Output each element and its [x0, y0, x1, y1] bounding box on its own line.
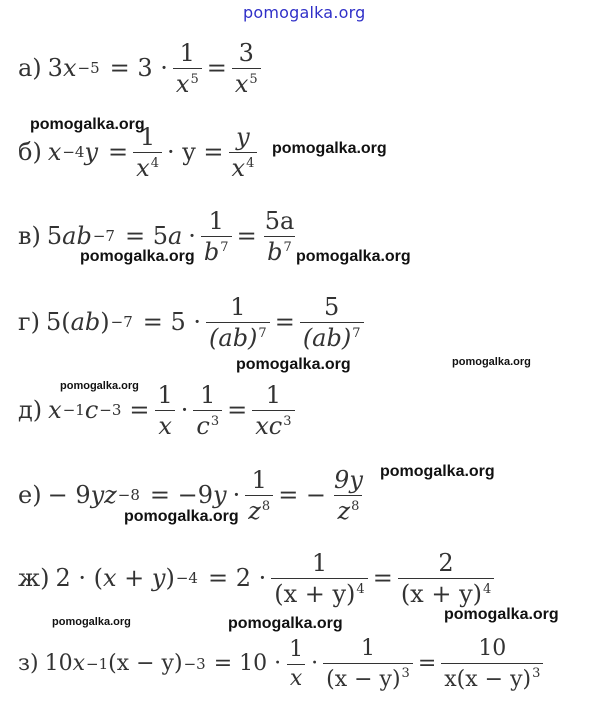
- zh-eq1: = 2 ·: [207, 564, 267, 592]
- z-group: (x − y): [108, 651, 183, 676]
- v-frac-2-den: b: [267, 237, 283, 266]
- e-eq1-var: y: [213, 481, 227, 509]
- d-var2: c: [84, 396, 99, 424]
- zh-frac-1-den: (x + y): [274, 579, 356, 608]
- g-eq1: = 5 ·: [142, 308, 202, 336]
- e-eq1: = −9: [149, 481, 214, 509]
- label-b: б): [18, 138, 42, 166]
- z-exp: −1: [86, 654, 109, 673]
- zh-var: x: [102, 564, 117, 592]
- label-v: в): [18, 222, 41, 250]
- a-frac-1-den: x: [175, 69, 190, 98]
- d-frac-1-den: x: [155, 410, 175, 438]
- z-dot: ·: [311, 651, 319, 676]
- zh-coef: 2 · (: [55, 564, 103, 592]
- z-frac-1-den: x: [287, 664, 305, 690]
- a-frac-2-den-exp: 5: [249, 71, 258, 87]
- b-var: x: [47, 138, 62, 166]
- g-var: ab: [70, 308, 101, 336]
- watermark: pomogalka.org: [452, 356, 531, 368]
- b-frac-2: [229, 122, 258, 182]
- b-mid: · y =: [166, 138, 224, 166]
- b-frac-1-num: 1: [139, 122, 156, 151]
- a-eq2: =: [206, 54, 227, 82]
- a-eq1: = 3 ·: [109, 54, 168, 82]
- equation-a: [18, 28, 266, 108]
- a-frac-2-num: 3: [238, 38, 254, 67]
- e-frac-1-den-exp: 8: [261, 498, 271, 514]
- v-var: ab: [62, 222, 92, 250]
- zh-frac-2: [398, 548, 494, 608]
- equation-g: [18, 282, 369, 362]
- e-coef: − 9: [47, 481, 91, 509]
- equation-zh: [18, 538, 499, 618]
- z-frac-3-num: 10: [478, 635, 507, 661]
- zh-frac-2-den-exp: 4: [483, 581, 492, 597]
- z-eq2: =: [417, 651, 437, 676]
- z-frac-1: [286, 636, 306, 691]
- d-exp: −1: [62, 400, 85, 419]
- b-eq1: =: [108, 138, 129, 166]
- z-eq1: = 10 ·: [213, 651, 282, 676]
- z-var: x: [72, 651, 86, 676]
- z-exp2: −3: [183, 654, 206, 673]
- label-zh: ж): [18, 564, 50, 592]
- watermark: pomogalka.org: [296, 248, 411, 265]
- a-exp: −5: [77, 58, 100, 77]
- v-frac-1-num: 1: [208, 206, 224, 235]
- z-frac-2-den: (x − y): [326, 666, 401, 692]
- a-frac-1: [173, 38, 202, 98]
- zh-frac-1: [271, 548, 367, 608]
- g-frac-1-num: 1: [230, 292, 246, 321]
- b-frac-1-den: x: [136, 153, 150, 182]
- equation-z: [18, 624, 548, 704]
- d-frac-1-num: 1: [157, 380, 173, 409]
- zh-frac-2-num: 2: [438, 548, 454, 577]
- g-frac-2-den: (ab): [302, 323, 352, 352]
- z-frac-2: [323, 635, 413, 692]
- watermark: pomogalka.org: [52, 616, 131, 628]
- e-var: yz: [90, 481, 117, 509]
- v-frac-1-den-exp: 7: [220, 239, 229, 255]
- zh-var2: y: [151, 564, 166, 592]
- d-eq2: =: [227, 396, 248, 424]
- zh-frac-1-den-exp: 4: [356, 581, 365, 597]
- zh-close: ): [165, 564, 175, 592]
- d-frac-2-den-exp: 3: [210, 413, 220, 429]
- a-frac-2: [232, 38, 261, 98]
- watermark: pomogalka.org: [272, 140, 387, 157]
- zh-eq2: =: [372, 564, 393, 592]
- e-frac-1-num: 1: [251, 465, 267, 494]
- g-frac-1-den-exp: 7: [258, 325, 267, 341]
- b-frac-1-den-exp: 4: [150, 155, 159, 171]
- b-frac-2-den-exp: 4: [246, 155, 255, 171]
- b-frac-2-num: y: [236, 122, 250, 151]
- v-eq1-var: a: [167, 222, 183, 250]
- g-eq2: =: [274, 308, 295, 336]
- z-frac-2-den-exp: 3: [401, 665, 410, 681]
- z-frac-3-den: x(x − y): [444, 666, 532, 692]
- d-frac-2-den: c: [196, 411, 210, 440]
- v-eq2: =: [236, 222, 257, 250]
- v-frac-1-den: b: [203, 237, 220, 266]
- d-exp2: −3: [99, 400, 122, 419]
- e-frac-1: [245, 465, 273, 525]
- label-g: г): [18, 308, 40, 336]
- v-frac-2: [262, 206, 298, 266]
- v-dot: ·: [188, 222, 196, 250]
- b-frac-2-den: x: [231, 153, 246, 182]
- v-exp: −7: [92, 226, 115, 245]
- e-frac-2-num: 9y: [334, 465, 363, 494]
- a-var: x: [62, 54, 77, 82]
- d-var: x: [48, 396, 62, 424]
- watermark: pomogalka.org: [380, 463, 495, 480]
- d-dot: ·: [180, 396, 189, 424]
- d-frac-3-den: xc: [255, 411, 283, 440]
- g-coef: 5(: [45, 308, 71, 336]
- v-frac-1: [201, 206, 232, 266]
- watermark: pomogalka.org: [444, 606, 559, 623]
- g-exp: −7: [110, 312, 133, 331]
- g-frac-2-num: 5: [324, 292, 340, 321]
- d-frac-3-den-exp: 3: [283, 413, 292, 429]
- z-coef: 10: [44, 651, 73, 676]
- watermark-top: pomogalka.org: [243, 3, 366, 22]
- label-d: д): [18, 396, 43, 424]
- label-z: з): [18, 651, 39, 676]
- g-frac-1-den: (ab): [209, 323, 258, 352]
- e-dot: ·: [232, 481, 241, 509]
- label-e: е): [18, 481, 42, 509]
- d-frac-2: [193, 380, 222, 440]
- watermark: pomogalka.org: [124, 508, 239, 525]
- watermark: pomogalka.org: [80, 248, 195, 265]
- b-var2: y: [84, 138, 99, 166]
- watermark: pomogalka.org: [60, 380, 139, 392]
- v-eq1: = 5: [124, 222, 168, 250]
- d-frac-2-num: 1: [200, 380, 216, 409]
- z-frac-1-num: 1: [289, 636, 304, 662]
- a-frac-1-num: 1: [179, 38, 195, 67]
- g-frac-2: [300, 292, 364, 352]
- e-frac-2-den-exp: 8: [351, 498, 360, 514]
- zh-exp: −4: [175, 568, 198, 587]
- d-frac-3-num: 1: [265, 380, 282, 409]
- z-frac-3: [441, 635, 543, 692]
- v-frac-2-num: 5a: [264, 206, 295, 235]
- z-frac-2-num: 1: [360, 635, 375, 661]
- watermark: pomogalka.org: [236, 356, 351, 373]
- d-frac-3: [252, 380, 294, 440]
- zh-frac-2-den: (x + y): [400, 579, 482, 608]
- e-frac-2: [331, 465, 366, 525]
- e-frac-1-den: z: [248, 496, 261, 525]
- v-coef: 5: [46, 222, 63, 250]
- g-frac-1: [206, 292, 270, 352]
- d-frac-1: [155, 380, 176, 440]
- e-frac-2-den: z: [337, 496, 351, 525]
- b-exp: −4: [62, 142, 85, 161]
- e-exp: −8: [117, 485, 140, 504]
- label-a: а): [18, 54, 42, 82]
- watermark: pomogalka.org: [30, 116, 145, 133]
- watermark: pomogalka.org: [228, 615, 343, 632]
- g-close: ): [100, 308, 110, 336]
- a-coef: 3: [47, 54, 63, 82]
- zh-plus: +: [116, 564, 152, 592]
- e-eq2: = −: [278, 481, 327, 509]
- zh-frac-1-num: 1: [311, 548, 328, 577]
- v-frac-2-den-exp: 7: [283, 239, 292, 255]
- d-eq1: =: [129, 396, 150, 424]
- a-frac-2-den: x: [234, 69, 249, 98]
- a-frac-1-den-exp: 5: [190, 71, 199, 87]
- g-frac-2-den-exp: 7: [352, 325, 361, 341]
- z-frac-3-den-exp: 3: [532, 665, 541, 681]
